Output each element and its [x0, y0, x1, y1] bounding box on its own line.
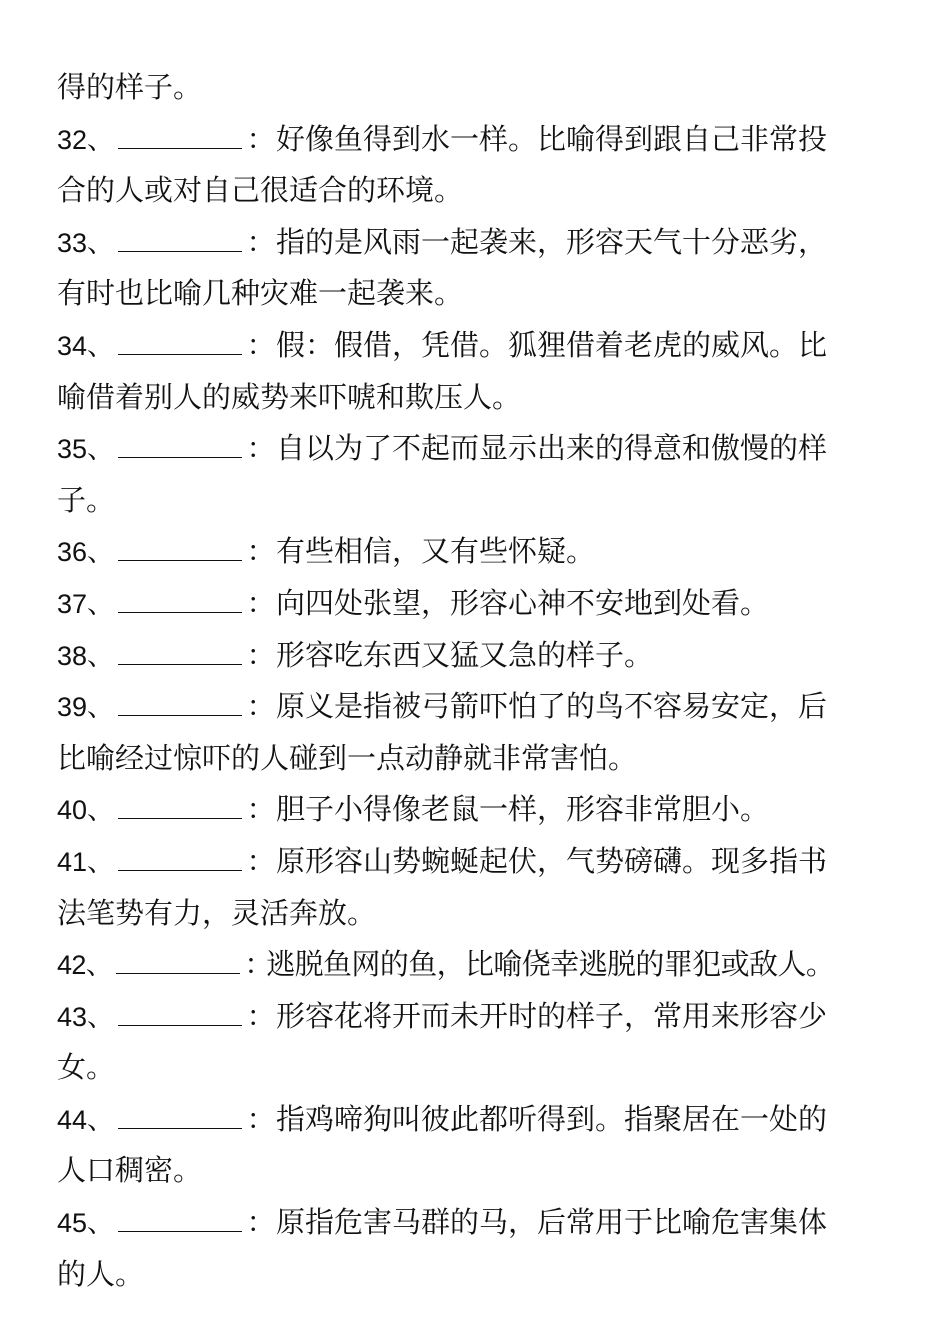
definition-text: 有些相信，又有些怀疑。 — [276, 534, 596, 569]
definition-text: 形容吃东西又猛又急的样子。 — [276, 637, 654, 672]
question-35 — [57, 423, 897, 475]
definition-continuation — [57, 1042, 897, 1094]
colon: ： — [246, 534, 276, 569]
definition-continuation — [57, 1249, 897, 1301]
question-number: 34、 — [57, 330, 115, 361]
question-44 — [57, 1094, 897, 1146]
definition-text: 合的人或对自己很适合的环境。 — [57, 173, 464, 208]
definition-text: 向四处张望，形容心神不安地到处看。 — [276, 585, 770, 620]
colon: ： — [246, 431, 276, 466]
definition-text: 自以为了不起而显示出来的得意和傲慢的样 — [276, 431, 828, 466]
definition-text: 逃脱鱼网的鱼，比喻侥幸逃脱的罪犯或敌人。 — [266, 947, 835, 982]
question-number: 35、 — [57, 434, 115, 465]
colon: ： — [246, 1205, 276, 1240]
question-number: 43、 — [57, 1001, 115, 1032]
question-43 — [57, 991, 897, 1043]
question-33 — [57, 217, 897, 269]
definition-continuation — [57, 733, 897, 785]
answer-blank[interactable] — [118, 536, 242, 561]
definition-text: 喻借着别人的威势来吓唬和欺压人。 — [57, 379, 522, 414]
definition-continuation — [57, 268, 897, 320]
question-41 — [57, 836, 897, 888]
definition-text: 人口稠密。 — [57, 1153, 203, 1188]
definition-text: 有时也比喻几种灾难一起袭来。 — [57, 276, 464, 311]
colon: ： — [246, 121, 276, 156]
answer-blank[interactable] — [118, 330, 242, 355]
question-number: 37、 — [57, 588, 115, 619]
question-40 — [57, 784, 897, 836]
definition-text: 比喻经过惊吓的人碰到一点动静就非常害怕。 — [57, 740, 638, 775]
definition-text: 假：假借，凭借。狐狸借着老虎的威风。比 — [276, 327, 828, 362]
question-number: 45、 — [57, 1208, 115, 1239]
definition-text: 原指危害马群的马，后常用于比喻危害集体 — [276, 1205, 828, 1240]
answer-blank[interactable] — [118, 588, 242, 613]
question-42 — [57, 939, 897, 991]
answer-blank[interactable] — [118, 433, 242, 458]
definition-text: 原形容山势蜿蜒起伏，气势磅礴。现多指书 — [276, 843, 828, 878]
definition-text: 得的样子。 — [57, 70, 203, 104]
colon: ： — [246, 1101, 276, 1136]
colon: ： — [246, 998, 276, 1033]
definition-text: 子。 — [57, 482, 116, 517]
answer-blank[interactable] — [118, 846, 242, 871]
answer-blank[interactable] — [118, 124, 242, 149]
colon: ： — [246, 224, 276, 259]
question-number: 32、 — [57, 124, 115, 155]
definition-text: 指的是风雨一起袭来，形容天气十分恶劣， — [276, 224, 828, 259]
definition-text: 好像鱼得到水一样。比喻得到跟自己非常投 — [276, 121, 828, 156]
definition-text: 的人。 — [57, 1256, 145, 1291]
question-number: 42、 — [57, 950, 113, 981]
question-number: 38、 — [57, 640, 115, 671]
continuation-line — [57, 62, 897, 114]
question-36 — [57, 526, 897, 578]
question-number: 41、 — [57, 846, 115, 877]
answer-blank[interactable] — [116, 949, 240, 974]
question-37 — [57, 578, 897, 630]
definition-continuation — [57, 372, 897, 424]
answer-blank[interactable] — [118, 227, 242, 252]
definition-continuation — [57, 1145, 897, 1197]
question-39 — [57, 681, 897, 733]
definition-text: 形容花将开而未开时的样子，常用来形容少 — [276, 998, 828, 1033]
definition-continuation — [57, 165, 897, 217]
question-34 — [57, 320, 897, 372]
definition-text: 指鸡啼狗叫彼此都听得到。指聚居在一处的 — [276, 1101, 828, 1136]
definition-text: 胆子小得像老鼠一样，形容非常胆小。 — [276, 792, 770, 827]
colon: ： — [246, 327, 276, 362]
colon: ： — [246, 585, 276, 620]
document-page — [57, 62, 897, 1300]
definition-continuation — [57, 475, 897, 527]
colon: ： — [246, 843, 276, 878]
question-38 — [57, 630, 897, 682]
question-number: 33、 — [57, 227, 115, 258]
question-45 — [57, 1197, 897, 1249]
answer-blank[interactable] — [118, 640, 242, 665]
answer-blank[interactable] — [118, 794, 242, 819]
definition-text: 女。 — [57, 1050, 116, 1085]
answer-blank[interactable] — [118, 1104, 242, 1129]
answer-blank[interactable] — [118, 1207, 242, 1232]
colon: ： — [246, 689, 276, 724]
answer-blank[interactable] — [118, 1001, 242, 1026]
colon: ： — [244, 947, 273, 982]
question-number: 44、 — [57, 1104, 115, 1135]
colon: ： — [246, 792, 276, 827]
question-number: 40、 — [57, 795, 115, 826]
question-number: 39、 — [57, 692, 115, 723]
definition-continuation — [57, 888, 897, 940]
answer-blank[interactable] — [118, 691, 242, 716]
question-number: 36、 — [57, 537, 115, 568]
definition-text: 原义是指被弓箭吓怕了的鸟不容易安定，后 — [276, 689, 828, 724]
definition-text: 法笔势有力，灵活奔放。 — [57, 895, 377, 930]
question-32 — [57, 114, 897, 166]
colon: ： — [246, 637, 276, 672]
